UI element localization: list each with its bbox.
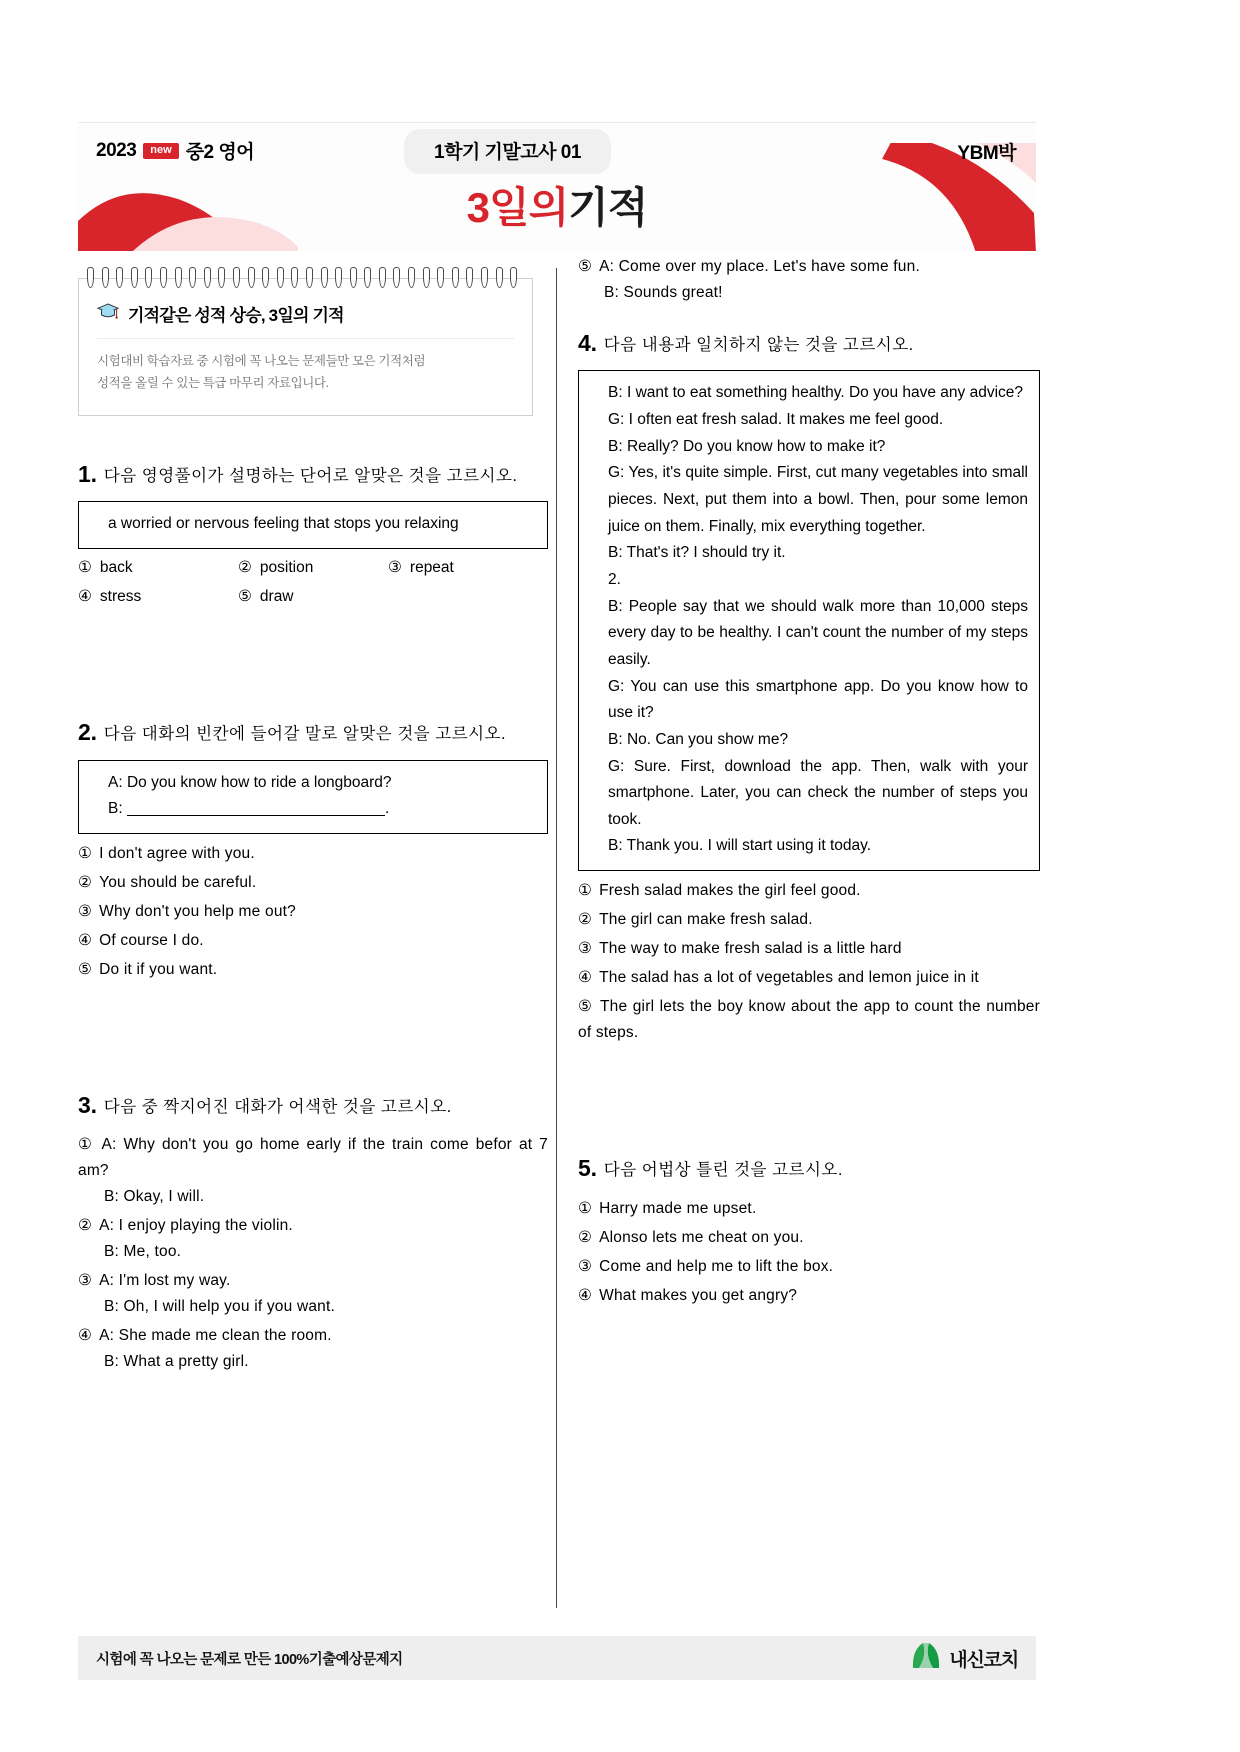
question-4-prompt: [578, 325, 1040, 362]
spacer: [78, 618, 548, 714]
question-4-choice-2[interactable]: [578, 907, 1040, 933]
choice-text: Fresh salad makes the girl feel good.: [599, 882, 861, 900]
choice-text: repeat: [409, 558, 454, 576]
question-2-number: 2.: [78, 719, 97, 746]
choice-text: stress: [99, 588, 142, 606]
question-2-choice-1[interactable]: [78, 841, 548, 867]
info-note-title: [97, 301, 514, 339]
choice-text: Do it if you want.: [99, 960, 218, 978]
question-1-choices: [78, 556, 548, 611]
passage-line-9: B: No. Can you show me?: [608, 730, 789, 748]
question-2-choice-5[interactable]: [78, 957, 548, 983]
question-3-choice-4[interactable]: [78, 1323, 548, 1375]
choice-text: position: [259, 558, 314, 576]
passage-line-1: B: I want to eat something healthy. Do you have any advice?: [608, 384, 1024, 402]
question-5-prompt: [578, 1150, 1040, 1187]
choice-marker: ④: [578, 969, 593, 987]
question-1-prompt: [78, 456, 548, 493]
graduation-cap-icon: [97, 302, 119, 326]
choice-text: The girl lets the boy know about the app to count the number of steps.: [578, 998, 1040, 1042]
header-meta-line: [96, 137, 254, 164]
left-column: [78, 278, 548, 1384]
passage-line-5: B: That's it? I should try it.: [608, 544, 786, 562]
choice-line-a: A: I enjoy playing the violin.: [99, 1217, 293, 1235]
question-5-choices: [578, 1196, 1040, 1309]
choice-text: Alonso lets me cheat on you.: [599, 1228, 804, 1246]
choice-marker: ②: [78, 1217, 93, 1235]
choice-line-b: B: Okay, I will.: [104, 1188, 205, 1206]
choice-text: draw: [259, 588, 294, 606]
question-2-choice-4[interactable]: [78, 928, 548, 954]
question-1: [78, 456, 548, 611]
info-note-desc-line1: 시험대비 학습자료 중 시험에 꼭 나오는 문제들만 모은 기적처럼: [97, 354, 426, 368]
question-4: [578, 325, 1040, 1046]
info-note-box: [78, 278, 533, 416]
question-1-passage-line: a worried or nervous feeling that stops you relaxing: [108, 515, 459, 532]
choice-text: What makes you get angry?: [599, 1286, 798, 1304]
choice-marker: ②: [578, 1228, 593, 1246]
question-2: [78, 714, 548, 983]
choice-marker: ②: [78, 873, 93, 891]
passage-line-11: B: Thank you. I will start using it today.: [608, 837, 872, 855]
question-4-passage: [578, 370, 1040, 871]
question-2-dialog-line-b: B: .: [108, 800, 390, 818]
right-column: [578, 252, 1040, 1317]
spacer: [78, 991, 548, 1087]
question-3-choices: [78, 1132, 548, 1375]
question-3-prompt: [78, 1087, 548, 1124]
page-title-black: 기적: [568, 184, 648, 231]
passage-line-3: B: Really? Do you know how to make it?: [608, 437, 886, 455]
answer-blank[interactable]: [127, 800, 385, 816]
choice-line-a: A: Why don't you go home early if the train come befor at 7 am?: [78, 1136, 548, 1180]
passage-line-7: B: People say that we should walk more than 10,000 steps every day to be healthy. I can't count the number of my steps easily.: [608, 597, 1028, 668]
question-2-choice-3[interactable]: [78, 899, 548, 925]
question-3-continued: [578, 254, 1040, 306]
question-3-choice-5[interactable]: [578, 254, 1040, 306]
info-note: [78, 278, 548, 416]
choice-line-b: B: Me, too.: [104, 1243, 182, 1261]
question-1-choice-2[interactable]: [238, 556, 388, 581]
footer-brand-name: 내신코치: [949, 1649, 1018, 1671]
choice-marker: ①: [578, 1199, 593, 1217]
question-3-choice-3[interactable]: [78, 1268, 548, 1320]
passage-line-4: G: Yes, it's quite simple. First, cut many vegetables into small pieces. Next, put them into a bowl. Then, pour some lemon juice on them. Finally, mix everything together.: [608, 464, 1028, 535]
choice-text: The salad has a lot of vegetables and lemon juice in it: [599, 969, 979, 987]
question-1-choice-5[interactable]: [238, 585, 388, 610]
choice-marker: ④: [78, 588, 92, 606]
footer-slogan: 시험에 꼭 나오는 문제로 만든 100%기출예상문제지: [96, 1651, 403, 1668]
question-2-prompt: [78, 714, 548, 751]
question-4-choices: [578, 878, 1040, 1046]
publisher-label: YBM박: [957, 143, 1016, 164]
question-1-prompt-text: 다음 영영풀이가 설명하는 단어로 알맞은 것을 고르시오.: [103, 466, 518, 485]
info-note-title-bold: 3일의 기적: [268, 306, 344, 325]
dialog-speaker-b: B:: [108, 800, 127, 818]
question-3-number: 3.: [78, 1091, 97, 1118]
choice-marker: ⑤: [238, 588, 252, 606]
passage-line-10: G: Sure. First, download the app. Then, walk with your smartphone. Later, you can check the number of steps you took.: [608, 757, 1028, 828]
choice-marker: ⑤: [578, 258, 593, 275]
choice-line-b: B: Oh, I will help you if you want.: [104, 1298, 335, 1316]
choice-text: Why don't you help me out?: [99, 902, 296, 920]
choice-marker: ⑤: [78, 960, 93, 978]
question-4-prompt-text: 다음 내용과 일치하지 않는 것을 고르시오.: [603, 336, 914, 355]
question-3: [78, 1087, 548, 1376]
choice-marker: ④: [78, 1327, 93, 1345]
choice-line-a: A: Come over my place. Let's have some fun.: [599, 258, 920, 275]
question-3-choice-1[interactable]: [78, 1132, 548, 1210]
choice-text: I don't agree with you.: [99, 844, 255, 862]
question-4-choice-3[interactable]: [578, 936, 1040, 962]
passage-line-6: 2.: [608, 570, 621, 588]
choice-text: You should be careful.: [99, 873, 257, 891]
question-1-passage: [78, 501, 548, 549]
passage-line-2: G: I often eat fresh salad. It makes me feel good.: [608, 410, 944, 428]
leaf-logo-icon: [909, 1641, 943, 1676]
choice-marker: ③: [578, 940, 593, 958]
question-5-choice-4[interactable]: [578, 1283, 1040, 1309]
question-2-choices: [78, 841, 548, 983]
question-1-choice-4[interactable]: [78, 585, 238, 610]
page-footer: [78, 1636, 1036, 1680]
question-5-choice-3[interactable]: [578, 1254, 1040, 1280]
question-1-number: 1.: [78, 460, 97, 487]
info-note-title-normal: 기적같은 성적 상승,: [128, 306, 269, 325]
question-5: [578, 1150, 1040, 1308]
page-title: [78, 175, 1036, 235]
question-5-number: 5.: [578, 1155, 597, 1182]
choice-line-a: A: She made me clean the room.: [99, 1327, 332, 1345]
choice-marker: ④: [578, 1286, 593, 1304]
question-5-choice-2[interactable]: [578, 1225, 1040, 1251]
question-5-choice-1[interactable]: [578, 1196, 1040, 1222]
choice-marker: ①: [78, 844, 93, 862]
question-2-dialog-line-a: A: Do you know how to ride a longboard?: [108, 773, 392, 791]
page-header: [78, 122, 1036, 251]
choice-text: The way to make fresh salad is a little hard: [599, 940, 902, 958]
choice-marker: ③: [578, 1257, 593, 1275]
question-4-number: 4.: [578, 330, 597, 357]
choice-marker: ④: [78, 931, 93, 949]
header-grade-subject: 중2 영어: [185, 142, 255, 163]
info-note-title-text: [128, 301, 344, 326]
question-2-prompt-text: 다음 대화의 빈칸에 들어갈 말로 알맞은 것을 고르시오.: [103, 725, 507, 744]
choice-marker: ①: [78, 1136, 95, 1154]
info-note-desc-line2: 성적을 올릴 수 있는 특급 마무리 자료입니다.: [97, 375, 329, 390]
choice-text: Of course I do.: [99, 931, 204, 949]
question-3-choice-2[interactable]: [78, 1213, 548, 1265]
question-4-choice-1[interactable]: [578, 878, 1040, 904]
question-2-dialog-box: [78, 760, 548, 834]
choice-marker: ①: [78, 558, 92, 576]
choice-marker: ③: [78, 1272, 93, 1290]
question-4-choice-4[interactable]: [578, 965, 1040, 991]
question-2-choice-2[interactable]: [78, 870, 548, 896]
info-note-description: [97, 351, 514, 395]
header-year: 2023: [96, 139, 137, 161]
page-title-red: 3일의: [466, 184, 569, 231]
choice-line-b: B: What a pretty girl.: [104, 1353, 249, 1371]
choice-line-b: B: Sounds great!: [604, 284, 723, 302]
footer-brand: [909, 1641, 1018, 1676]
choice-text: The girl can make fresh salad.: [599, 911, 813, 929]
question-4-choice-5[interactable]: [578, 994, 1040, 1046]
question-1-choice-1[interactable]: [78, 556, 238, 581]
choice-line-a: A: I'm lost my way.: [99, 1272, 231, 1290]
choice-text: back: [99, 558, 133, 576]
column-divider: [556, 268, 557, 1608]
choice-marker: ③: [388, 558, 402, 576]
spiral-binding-decoration: [84, 267, 534, 289]
question-3-prompt-text: 다음 중 짝지어진 대화가 어색한 것을 고르시오.: [103, 1097, 452, 1116]
choice-marker: ②: [238, 558, 252, 576]
choice-text: Come and help me to lift the box.: [599, 1257, 834, 1275]
new-badge: new: [143, 143, 178, 159]
passage-line-8: G: You can use this smartphone app. Do you know how to use it?: [608, 677, 1028, 722]
question-1-choice-3[interactable]: [388, 556, 548, 581]
choice-marker: ②: [578, 911, 593, 929]
choice-text: Harry made me upset.: [599, 1199, 757, 1217]
choice-marker: ⑤: [578, 998, 594, 1016]
spacer: [578, 1054, 1040, 1150]
choice-marker: ③: [78, 902, 93, 920]
choice-marker: ①: [578, 882, 593, 900]
exam-name-pill: 1학기 기말고사 01: [404, 129, 611, 174]
question-5-prompt-text: 다음 어법상 틀린 것을 고르시오.: [603, 1161, 843, 1180]
